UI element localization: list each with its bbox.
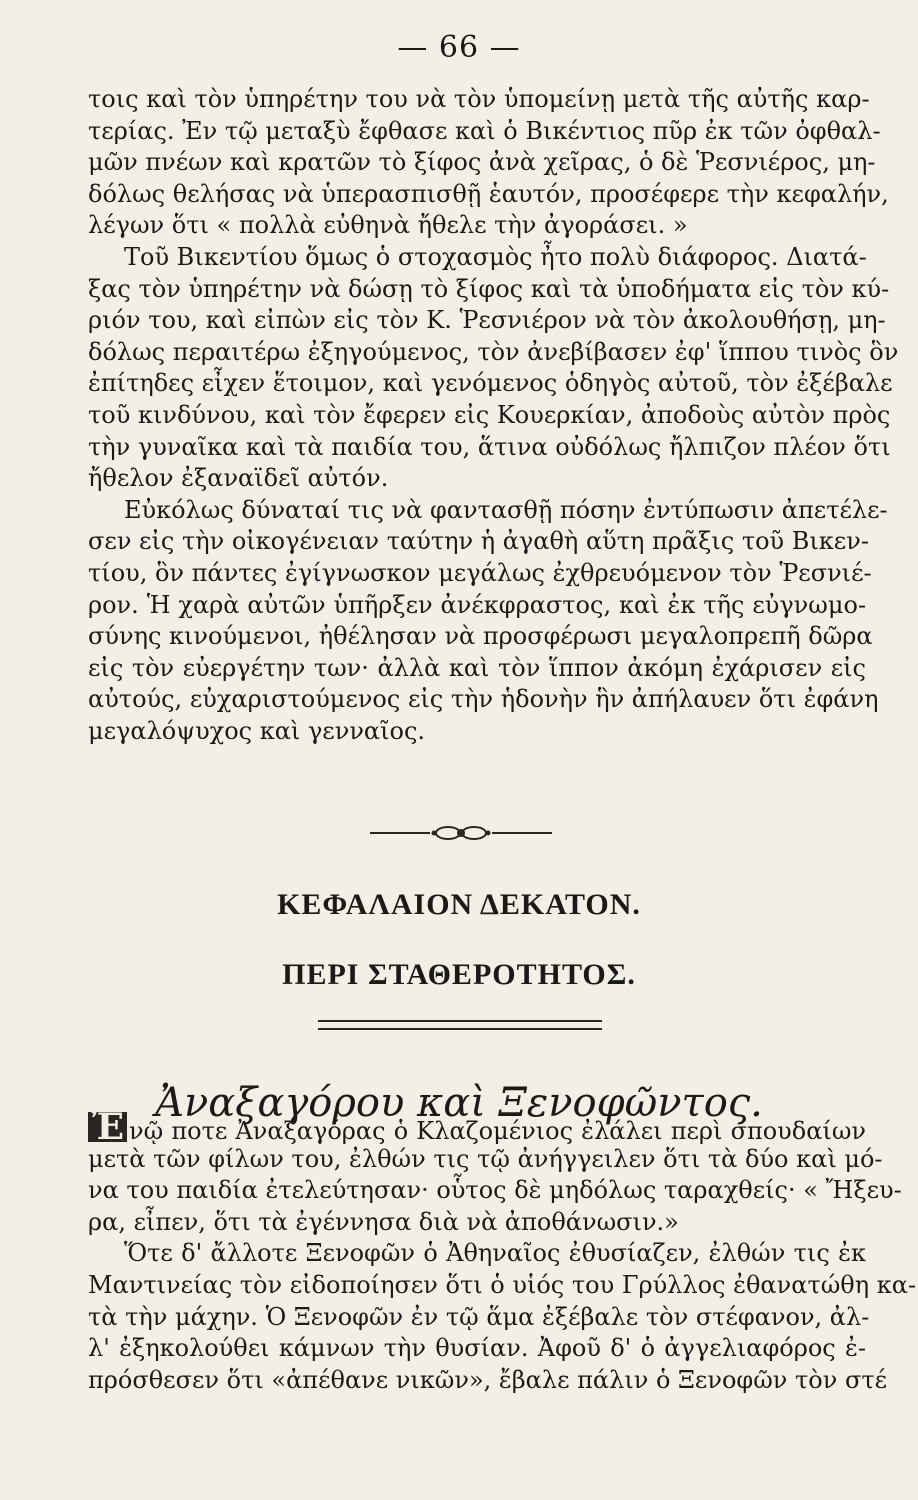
text-line: μῶν πνέων καὶ κρατῶν τὸ ξίφος ἀνὰ χεῖρας, ὁ δὲ Ῥεσνιέρος, μη- (88, 148, 876, 177)
text-line: σεν εἰς τὴν οἰκογένειαν ταύτην ἡ ἀγαθὴ αὕτη πρᾶξις τοῦ Βικεν- (88, 527, 869, 556)
body-text-top (88, 84, 899, 747)
text-line: ἐπίτηδες εἶχεν ἕτοιμον, καὶ γενόμενος ὁδηγὸς αὐτοῦ, τὸν ἐξέβαλε (88, 369, 893, 398)
text-line: τὴν γυναῖκα καὶ τὰ παιδία του, ἅτινα οὐδόλως ἤλπιζον πλέον ὅτι (88, 432, 891, 461)
text-line: Μαντινείας τὸν εἰδοποίησεν ὅτι ὁ υἱός του Γρύλλος ἐθανατώθη κα- (88, 1270, 917, 1299)
text-line: μεγαλόψυχος καὶ γενναῖος. (88, 716, 426, 745)
text-line: ἤθελον ἐξαναϊδεῖ αὐτόν. (88, 464, 389, 493)
text-line: ριόν του, καὶ εἰπὼν εἰς τὸν Κ. Ῥεσνιέρον νὰ τὸν ἀκολουθήσῃ, μη- (88, 306, 886, 335)
text-line-first (88, 1106, 866, 1148)
text-line: εἰς τὸν εὐεργέτην των· ἀλλὰ καὶ τὸν ἵππον ἀκόμη ἐχάρισεν εἰς (88, 653, 866, 682)
text-line: τοῦ κινδύνου, καὶ τὸν ἔφερεν εἰς Κουερκίαν, ἀποδοὺς αὐτὸν πρὸς (88, 400, 891, 429)
text-line: ρα, εἶπεν, ὅτι τὰ ἐγέννησα διὰ νὰ ἀποθάνωσιν.» (88, 1207, 679, 1236)
text-line: τοις καὶ τὸν ὑπηρέτην του νὰ τὸν ὑπομείνῃ μετὰ τῆς αὐτῆς καρ- (88, 85, 870, 113)
text-line: Εὐκόλως δύναταί τις νὰ φαντασθῇ πόσην ἐντύπωσιν ἀπετέλε- (124, 495, 888, 524)
text-line: δόλως περαιτέρω ἐξηγούμενος, τὸν ἀνεβίβασεν ἐφ' ἵππου τινὸς ὃν (88, 337, 899, 366)
text-line: τερίας. Ἐν τῷ μεταξὺ ἔφθασε καὶ ὁ Βικέντιος πῦρ ἐκ τῶν ὀφθαλ- (88, 116, 881, 145)
text-line: τίου, ὃν πάντες ἐγίγνωσκον μεγάλως ἐχθρευόμενον τὸν Ῥεσνιέ- (88, 558, 872, 587)
text-line: Ὅτε δ' ἄλλοτε Ξενοφῶν ὁ Ἀθηναῖος ἐθυσίαζεν, ἐλθών τις ἐκ (124, 1239, 866, 1268)
body-text-bottom-lines (88, 1144, 917, 1397)
drop-cap: Ἐ (88, 1112, 127, 1142)
body-text-bottom (88, 1106, 917, 1396)
text-line: ξας τὸν ὑπηρέτην νὰ δώσῃ τὸ ξίφος καὶ τὰ ὑποδήματα εἰς τὸν κύ- (88, 274, 890, 303)
text-line: λέγων ὅτι « πολλὰ εὐθηνὰ ἤθελε τὴν ἀγοράσει. » (88, 211, 688, 240)
text-line: Τοῦ Βικεντίου ὅμως ὁ στοχασμὸς ἦτο πολὺ διάφορος. Διατά- (124, 242, 867, 271)
section-title: ΠΕΡΙ ΣΤΑΘΕΡΟΤΗΤΟΣ. (282, 958, 636, 991)
first-line-text: νῷ ποτε Ἀναξαγόρας ὁ Κλαζομένιος ἐλάλει περὶ σπουδαίων (129, 1117, 866, 1145)
text-line: πρόσθεσεν ὅτι «ἀπέθανε νικῶν», ἔβαλε πάλιν ὁ Ξενοφῶν τὸν στέ (88, 1365, 888, 1394)
text-line: μετὰ τῶν φίλων του, ἐλθών τις τῷ ἀνήγγειλεν ὅτι τὰ δύο καὶ μό- (88, 1144, 883, 1173)
story-subheading: Ἀναξαγόρου καὶ Ξενοφῶντος. (155, 1080, 763, 1126)
ornament-divider (370, 818, 552, 848)
text-line: δόλως θελήσας νὰ ὑπερασπισθῇ ἑαυτόν, προσέφερε τὴν κεφαλήν, (88, 179, 889, 208)
text-line: ρον. Ἡ χαρὰ αὐτῶν ὑπῆρξεν ἀνέκφραστος, καὶ ἐκ τῆς εὐγνωμο- (88, 590, 866, 619)
text-line: τὰ τὴν μάχην. Ὁ Ξενοφῶν ἐν τῷ ἅμα ἐξέβαλε τὸν στέφανον, ἀλ- (88, 1302, 870, 1331)
double-rule-divider (318, 1020, 602, 1030)
text-line: σύνης κινούμενοι, ἠθέλησαν νὰ προσφέρωσι μεγαλοπρεπῆ δῶρα (88, 622, 873, 651)
page-number: — 66 — (397, 30, 521, 65)
text-line: να του παιδία ἐτελεύτησαν· οὗτος δὲ μηδόλως ταραχθείς· « Ἤξευ- (88, 1176, 902, 1205)
chapter-title: ΚΕΦΑΛΑΙΟΝ ΔΕΚΑΤΟΝ. (277, 888, 641, 921)
text-line: αὐτούς, εὐχαριστούμενος εἰς τὴν ἡδονὴν ἣν ἀπήλαυεν ὅτι ἐφάνη (88, 685, 879, 714)
text-line: λ' ἐξηκολούθει κάμνων τὴν θυσίαν. Ἀφοῦ δ' ὁ ἀγγελιαφόρος ἐ- (88, 1334, 866, 1363)
